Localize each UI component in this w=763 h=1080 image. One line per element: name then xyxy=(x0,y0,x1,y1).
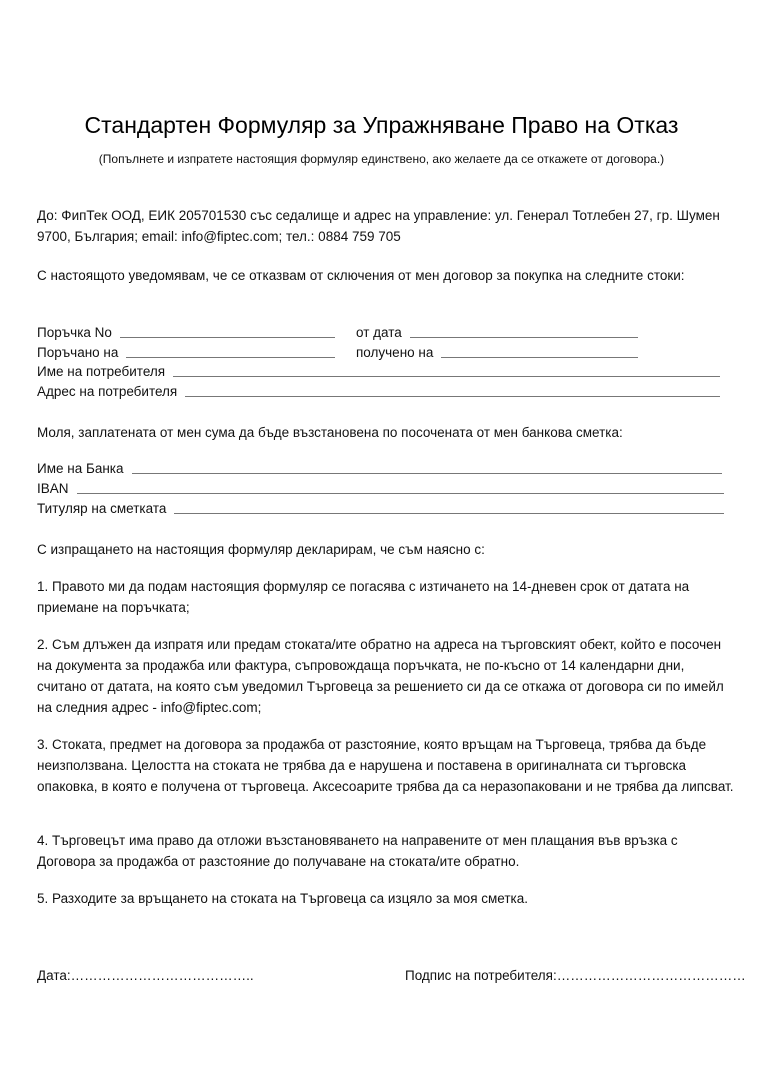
iban-field[interactable] xyxy=(37,480,724,498)
clause-4: 4. Търговецът има право да отложи възстановяването на направените от мен плащания във връзка с Договора за продажба от разстояние до получаване на стоката/ите обратно. xyxy=(37,833,678,869)
customer-address-label: Адрес на потребителя xyxy=(37,384,178,399)
bank-name-line xyxy=(132,473,723,474)
customer-name-label: Име на потребителя xyxy=(37,364,166,379)
received-on-line xyxy=(441,357,638,358)
order-number-line xyxy=(120,337,335,338)
ordered-on-label: Поръчано на xyxy=(37,345,119,360)
notice-paragraph: С настоящото уведомявам, че се отказвам от сключения от мен договор за покупка на следните стоки: xyxy=(37,268,685,283)
declaration-paragraph: С изпращането на настоящия формуляр декларирам, че съм наясно с: xyxy=(37,542,485,557)
received-on-field[interactable] xyxy=(356,344,638,362)
customer-name-line xyxy=(173,376,720,377)
order-date-line xyxy=(410,337,638,338)
clause-1: 1. Правото ми да подам настоящия формуляр се погасява с изтичането на 14-дневен срок от датата на приемане на поръчката; xyxy=(37,579,690,615)
clause-5: 5. Разходите за връщането на стоката на Търговеца са изцяло за моя сметка. xyxy=(37,891,528,906)
iban-label: IBAN xyxy=(37,481,69,496)
order-number-label: Поръчка No xyxy=(37,325,112,340)
ordered-on-line xyxy=(126,357,335,358)
clause-2: 2. Съм длъжен да изпратя или предам стоката/ите обратно на адреса на търговският обект, който е посочен на документа за продажба или фактура, съпровождаща поръчката, не по-късно от 14 календарни дни, считано от датата, на която съм уведомил Търговеца за решението си да се откажа от договора си по имейл на следния адрес - info@fiptec.com; xyxy=(37,637,724,715)
clause-3: 3. Стоката, предмет на договора за продажба от разстояние, която връщам на Търговеца, трябва да бъде неизползвана. Целостта на стоката не трябва да е нарушена и поставена в оригиналната си търговска опаковка, в която е получена от търговеца. Аксесоарите трябва да са неразопаковани и не трябва да липсват. xyxy=(37,737,734,794)
order-date-field[interactable] xyxy=(356,324,638,342)
date-signature-line[interactable]: Дата:………………………………….. xyxy=(37,968,254,983)
document-subtitle: (Попълнете и изпратете настоящия формуляр единствено, ако желаете да се откажете от договора.) xyxy=(98,152,665,166)
iban-line xyxy=(77,493,724,494)
account-holder-line xyxy=(174,513,724,514)
received-on-label: получено на xyxy=(356,345,434,360)
document-title: Стандартен Формуляр за Упражняване Право на Отказ xyxy=(84,112,679,138)
recipient-paragraph: До: ФипТек ООД, ЕИК 205701530 със седалище и адрес на управление: ул. Генерал Тотлебен 27, гр. Шумен 9700, България; email: info@fiptec.com; тел.: 0884 759 705 xyxy=(37,208,720,244)
account-holder-field[interactable] xyxy=(37,500,724,518)
customer-name-field[interactable] xyxy=(37,363,720,381)
refund-request-paragraph: Моля, заплатената от мен сума да бъде възстановена по посочената от мен банкова сметка: xyxy=(37,425,623,440)
order-number-field[interactable] xyxy=(37,324,335,342)
account-holder-label: Титуляр на сметката xyxy=(37,501,167,516)
ordered-on-field[interactable] xyxy=(37,344,335,362)
bank-name-field[interactable] xyxy=(37,460,722,478)
customer-signature-line[interactable]: Подпис на потребителя:…………………………………… xyxy=(405,968,746,983)
customer-address-field[interactable] xyxy=(37,383,720,401)
order-date-label: от дата xyxy=(356,325,402,340)
bank-name-label: Име на Банка xyxy=(37,461,124,476)
customer-address-line xyxy=(185,396,720,397)
